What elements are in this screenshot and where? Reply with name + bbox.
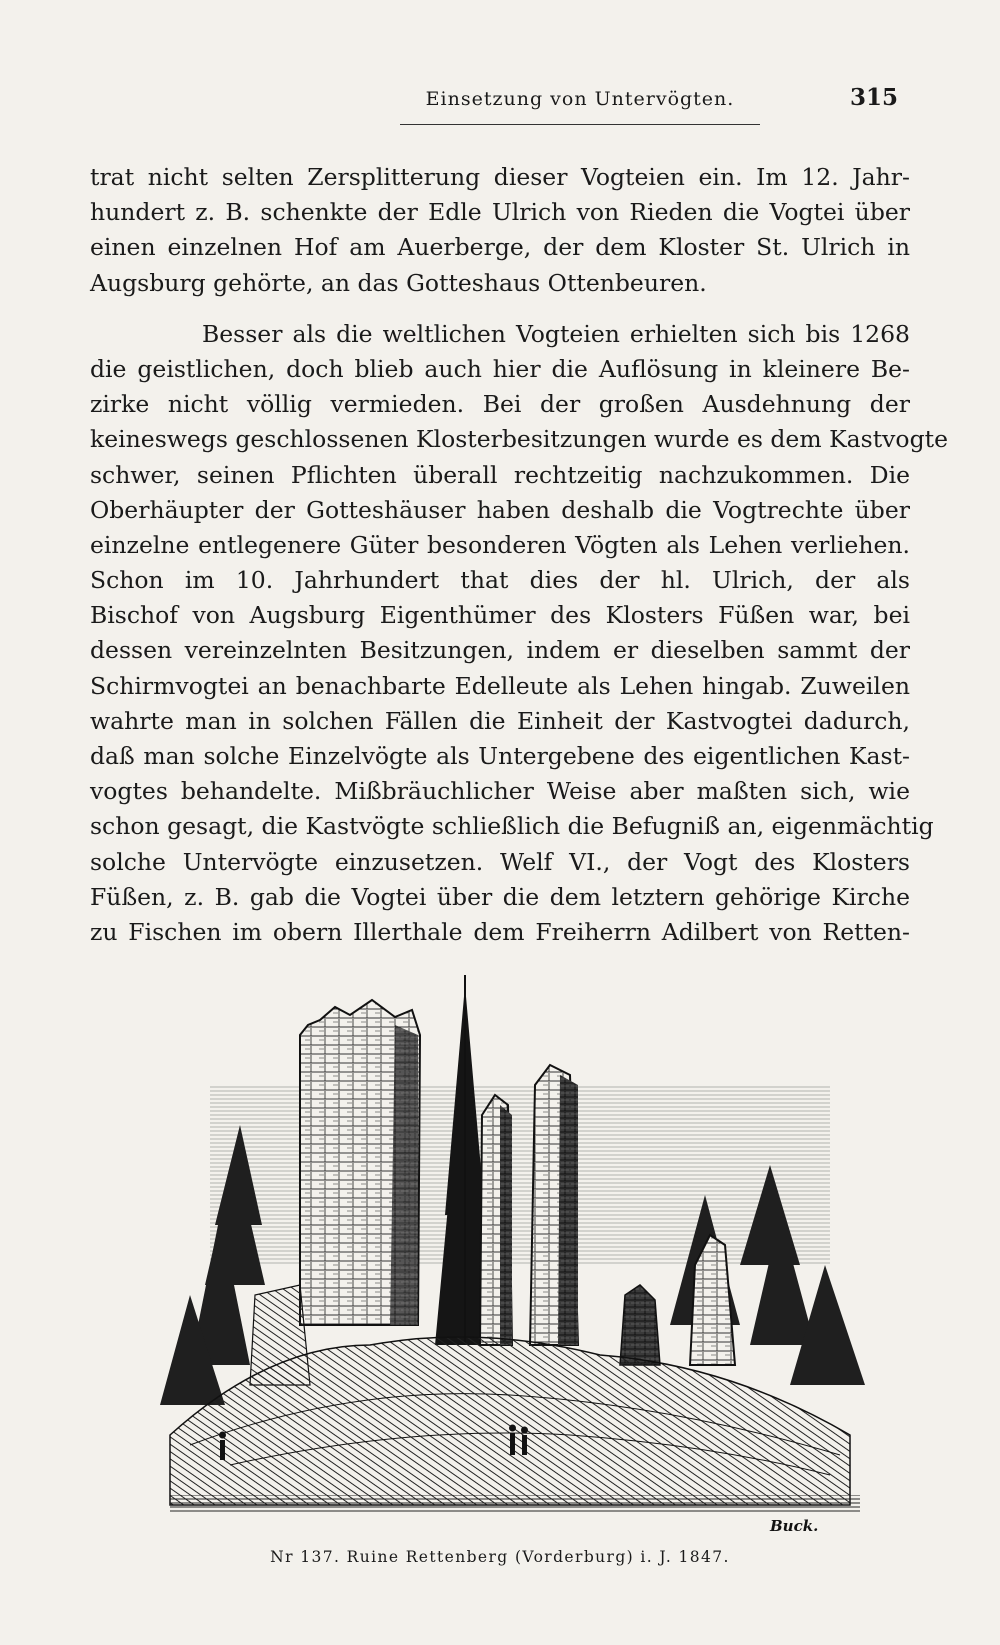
text-line: hundert z. B. schenkte der Edle Ulrich von Rieden die Vogtei über — [90, 198, 910, 227]
paragraph — [90, 160, 910, 301]
paragraph — [90, 317, 948, 950]
body-text — [90, 160, 948, 950]
text-line: zirke nicht völlig vermieden. Bei der großen Ausdehnung der — [90, 390, 910, 419]
running-head: Einsetzung von Untervögten. — [425, 88, 735, 110]
text-line: Schirmvogtei an benachbarte Edelleute als Lehen hingab. Zuweilen — [90, 671, 910, 700]
text-line: Füßen, z. B. gab die Vogtei über die dem letztern gehörige Kirche — [90, 882, 910, 911]
text-line: schon gesagt, die Kastvögte schließlich die Befugniß an, eigenmächtig — [90, 812, 934, 841]
text-line: trat nicht selten Zersplitterung dieser Vogteien ein. Im 12. Jahr- — [90, 163, 910, 191]
ruin-illustration — [150, 965, 880, 1535]
page-number: 315 — [849, 84, 898, 111]
text-line: solche Untervögte einzusetzen. Welf VI., der Vogt des Klosters — [90, 847, 910, 876]
text-line: die geistlichen, doch blieb auch hier die Auflösung in kleinere Be- — [90, 354, 910, 383]
text-line: vogtes behandelte. Mißbräuchlicher Weise aber maßten sich, wie — [90, 777, 910, 806]
artist-signature: Buck. — [770, 1517, 819, 1535]
header-rule — [400, 124, 760, 125]
ruin-engraving — [150, 965, 880, 1535]
text-line: dessen vereinzelnten Besitzungen, indem er dieselben sammt der — [90, 636, 910, 665]
text-line: Bischof von Augsburg Eigenthümer des Klosters Füßen war, bei — [90, 601, 910, 630]
text-line: Schon im 10. Jahrhundert that dies der hl. Ulrich, der als — [90, 566, 910, 595]
text-line: einzelne entlegenere Güter besonderen Vögten als Lehen verliehen. — [90, 530, 910, 559]
text-line: schwer, seinen Pflichten überall rechtzeitig nachzukommen. Die — [90, 460, 910, 489]
text-line: keineswegs geschlossenen Klosterbesitzungen wurde es dem Kastvogte — [90, 425, 948, 454]
text-line: zu Fischen im obern Illerthale dem Freiherrn Adilbert von Retten- — [90, 917, 910, 946]
text-line: daß man solche Einzelvögte als Untergebene des eigentlichen Kast- — [90, 742, 910, 770]
page-header — [90, 84, 910, 128]
text-line: Oberhäupter der Gotteshäuser haben deshalb die Vogtrechte über — [90, 495, 910, 524]
text-line: Augsburg gehörte, an das Gotteshaus Ottenbeuren. — [90, 268, 707, 297]
figure-caption: Nr 137. Ruine Rettenberg (Vorderburg) i. J. 1847. — [270, 1548, 730, 1566]
text-line: Besser als die weltlichen Vogteien erhielten sich bis 1268 — [202, 319, 910, 348]
text-line: einen einzelnen Hof am Auerberge, der dem Kloster St. Ulrich in — [90, 233, 910, 262]
text-line: wahrte man in solchen Fällen die Einheit der Kastvogtei dadurch, — [90, 706, 910, 735]
